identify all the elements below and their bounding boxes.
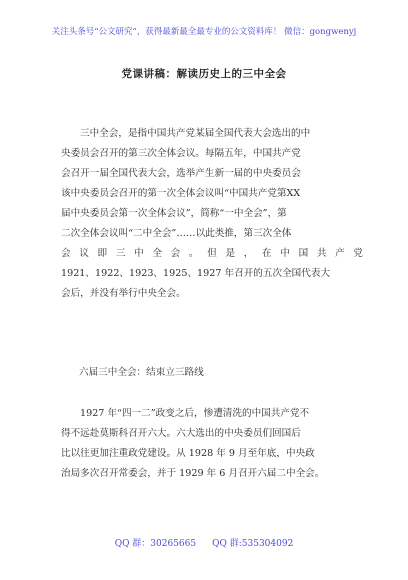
- paragraph-line: 二次全体会议叫“二中全会”……以此类推，第三次全体: [61, 228, 292, 239]
- paragraph-sixth-congress: [61, 404, 363, 484]
- paragraph-line: 比以往更加注重政党建设。从 1928 年 9 月至年底，中央政: [61, 448, 315, 459]
- paragraph-line: 1921、1922、1923、1925、1927 年召开的五次全国代表大: [61, 268, 331, 279]
- paragraph-line: 央委员会召开的第三次全体会议。每隔五年，中国共产党: [61, 148, 301, 159]
- paragraph-line: 会后，并没有举行中央全会。: [61, 288, 186, 299]
- paragraph-line: 会 议 即 三 中 全 会 。 但 是 ， 在 中 国 共 产 党: [61, 248, 363, 259]
- paragraph-line: 得不远赴莫斯科召开六大。六大选出的中央委员们回国后: [61, 428, 301, 439]
- header-banner: 关注头条号“公文研究”，获得最新最全最专业的公文资料库！ 微信：gongwenyj: [51, 27, 357, 37]
- footer-qq-group-2: QQ 群:535304092: [212, 539, 294, 549]
- footer-qq-group-1: QQ 群：30265665: [114, 539, 197, 549]
- paragraph-line: 治局多次召开常委会，并于 1929 年 6 月召开六届二中全会。: [61, 468, 325, 479]
- paragraph-intro: [61, 124, 363, 304]
- paragraph-line: 会召开一届全国代表大会，选举产生新一届的中央委员会: [61, 168, 301, 179]
- document-title: 党课讲稿：解读历史上的三中全会: [121, 68, 287, 80]
- section-heading: 六届三中全会：结束立三路线: [79, 367, 204, 378]
- footer-qq-groups: [0, 536, 408, 549]
- paragraph-line: 届中央委员会第一次全体会议”，简称“一中全会”，第: [61, 208, 287, 219]
- paragraph-line: 1927 年“四一二”政变之后，惨遭清洗的中国共产党不: [80, 408, 310, 419]
- paragraph-line: 该中央委员会召开的第一次全体会议叫“中国共产党第XX: [61, 188, 301, 199]
- paragraph-line: 三中全会，是指中国共产党某届全国代表大会选出的中: [80, 128, 311, 139]
